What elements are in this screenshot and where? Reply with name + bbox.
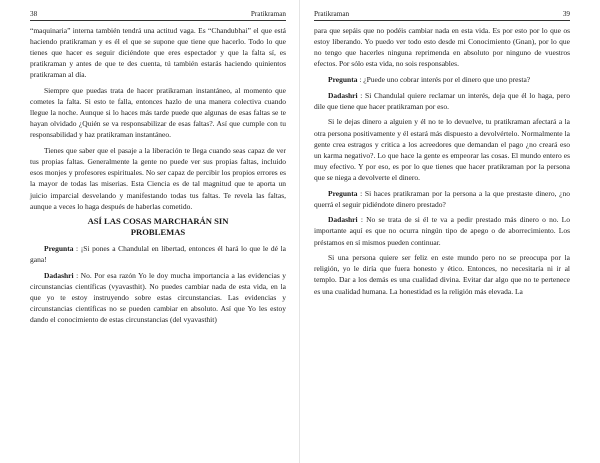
section-heading xyxy=(40,216,276,238)
left-body-text xyxy=(30,25,286,326)
dialogue-paragraph xyxy=(30,243,286,265)
paragraph-text: para que sepáis que no podéis cambiar nada en esta vida. Es por esto por lo que os estoy liberando. Yo puedo ver todo esto desde mi Conocimiento (Gnan), por lo que no tengo que hacerles ninguna reprimenda en absoluto por ninguno de vuestros efectos. Por sólo esta vida, no sois responsables. xyxy=(314,26,570,69)
right-paragraph xyxy=(314,90,570,112)
paragraph-text: Si una persona quiere ser feliz en este mundo pero no se preocupa por la religión, yo le diría que fuera honesto y ético. Entonces, no necesitaría ni ir al templo. Dar a los demás es una cualidad divina. Evitar dar algo que no te pertenece es una cualidad humana. La honestidad es la religión más elevada. La xyxy=(314,253,570,296)
speaker-label: Dadashri xyxy=(328,90,358,100)
left-paragraph: Tienes que saber que el pasaje a la liberación te llega cuando seas capaz de ver tus propias faltas. Generalmente la gente no puede ver sus propias faltas, incluido esos monjes y profesores espirituales. No ser capaz de percibir los propios errores es la mayor de todas las miserias. Esta Ciencia es de tal magnitud que te aporta un juicio imparcial desvelando y manifestando todas tus faltas. Te revela las faltas, aunque a veces lo haga después de haberlas cometido. xyxy=(30,146,286,211)
right-running-head xyxy=(314,10,570,21)
right-page xyxy=(300,0,600,463)
right-paragraph xyxy=(314,214,570,247)
right-paragraph xyxy=(314,25,570,69)
paragraph-text: : ¿Puede uno cobrar interés por el dinero que uno presta? xyxy=(357,74,531,84)
right-paragraph xyxy=(314,74,570,85)
dialogue-text: : ¡Si pones a Chandulal en libertad, entonces él hará lo que le dé la gana! xyxy=(30,244,286,265)
speaker-label: Dadashri xyxy=(328,215,358,225)
left-running-title: Pratikraman xyxy=(250,10,286,18)
dialogue-paragraph xyxy=(30,270,286,325)
paragraph-text: : No se trata de si él te va a pedir prestado más dinero o no. Lo importante aquí es que no ocurra ningún tipo de apego o de aborrecimiento. Los préstamos en sí mismos pueden continuar. xyxy=(314,215,570,247)
speaker-label: Pregunta xyxy=(44,244,74,254)
right-paragraph xyxy=(314,188,570,210)
left-paragraph: Siempre que puedas trata de hacer pratikraman instantáneo, al momento que cometes la falta. Si esto te falla, entonces hazlo de una manera colectiva cuando llegue la noche. Aunque si lo haces más tarde puede que algunas de esas faltas se te hayan olvidado ¿Quién se va responsabilizar de esas faltas?. Así que cumple con tu responsabilidad y haz pratikraman instantáneo. xyxy=(30,86,286,140)
section-heading-line: PROBLEMAS xyxy=(130,227,186,238)
speaker-label: Pregunta xyxy=(328,74,358,84)
paragraph-text: Si le dejas dinero a alguien y él no te lo devuelve, tu pratikraman afectará a la otra persona positivamente y él estará más dispuesto a devolvértelo. Normalmente la gente crea estragos y critica a los acreedores que demandan el pago ¿no creará eso un karma negativo?. Lo que hace la gente es empeorar las cosas. El mundo entero es muy efectivo. Y por eso, es por lo que tienes que hacer pratikraman por la persona que se niega a devolverte el dinero. xyxy=(314,117,570,182)
speaker-label: Pregunta xyxy=(328,188,358,198)
right-page-number: 39 xyxy=(562,10,570,18)
left-running-head xyxy=(30,10,286,21)
dialogue-text: : No. Por esa razón Yo le doy mucha importancia a las evidencias y circunstancias científicas (vyavasthit). No puedes cambiar nada de esta vida, en la que yo te estoy instruyendo sobre estas circunstancias. Las evidencias y circunstancias científicas no se pueden cambiar en absoluto. Así que Yo les estoy dando el conocimiento de estas circunstancias (del vyavasthit) xyxy=(30,271,286,325)
right-paragraph xyxy=(314,252,570,296)
left-paragraph: “maquinaria” interna también tendrá una actitud vaga. Es “Chandubhai” el que está haciendo pratikraman y es él el que se supone que tiene que hacerlo. Todo lo que tienes que hacer es seguir diciéndote que eres espectador y que la falta sí, es pratikraman y antes de que te des cuenta, tú también estarás haciendo quinientos pratikraman al día. xyxy=(30,26,286,80)
paragraph-text: : Si Chandulal quiere reclamar un interés, deja que él lo haga, pero dile que tiene que hacer pratikraman por eso. xyxy=(314,90,570,111)
paragraph-text: : Si haces pratikraman por la persona a la que prestaste dinero, ¿no querrá el seguir pidiéndote dinero prestado? xyxy=(314,188,570,209)
right-body-text xyxy=(314,25,570,297)
speaker-label: Dadashri xyxy=(44,271,74,281)
right-running-title: Pratikraman xyxy=(314,10,350,18)
section-heading-line: ASÍ LAS COSAS MARCHARÁN SIN xyxy=(87,216,229,227)
right-paragraph xyxy=(314,116,570,183)
left-page-number: 38 xyxy=(30,10,38,18)
